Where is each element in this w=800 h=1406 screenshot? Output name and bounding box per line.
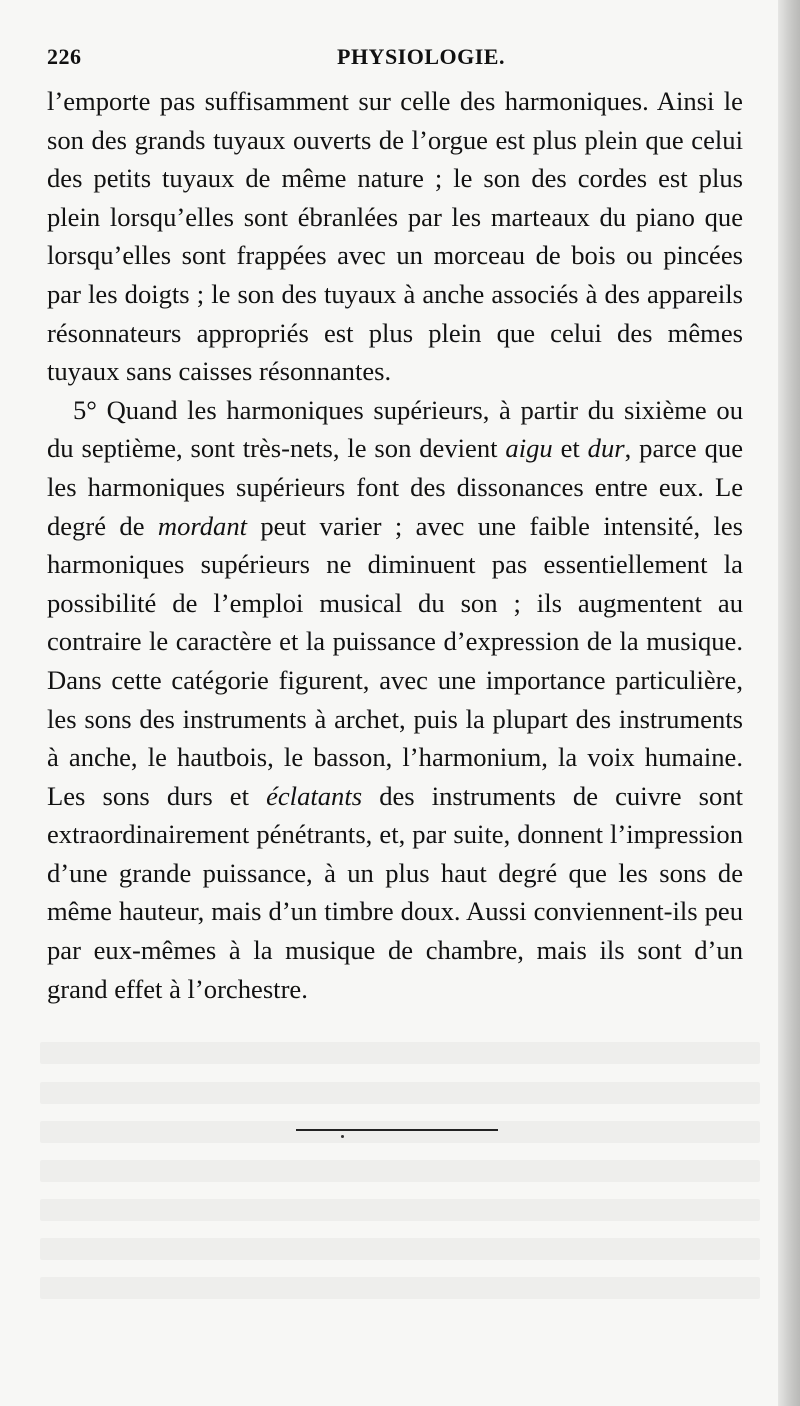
section-end-rule — [296, 1129, 498, 1131]
paragraph-1: l’emporte pas suffisamment sur celle des harmoniques. Ainsi le son des grands tuyaux ouverts de l’orgue est plus plein que celui des petits tuyaux de même nature ; le son des cordes est plus plein lorsqu’elles sont ébranlées par les marteaux du piano que lorsqu’elles sont frappées avec un morceau de bois ou pincées par les doigts ; le son des tuyaux à anche associés à des appareils résonnateurs appropriés est plus plein que celui des mêmes tuyaux sans caisses résonnantes. — [47, 86, 743, 387]
body-text — [47, 82, 743, 1008]
paragraph-2 — [47, 391, 743, 1009]
paragraph-2-text-2: et — [552, 433, 588, 464]
paragraph-2-text-1: 5° Quand les harmoniques supérieurs, à partir du sixième ou du septième, sont très-nets, le son devient — [47, 394, 743, 464]
page-number: 226 — [47, 44, 82, 69]
italic-term-eclatants: éclatants — [266, 780, 363, 811]
italic-term-mordant: mordant — [157, 510, 248, 541]
page-edge-shadow — [778, 0, 800, 1406]
italic-term-dur: dur — [587, 433, 625, 464]
italic-term-aigu: aigu — [505, 433, 553, 464]
running-head: PHYSIOLOGIE. — [337, 44, 505, 69]
paragraph-2-text-5: des instruments de cuivre sont extraordinairement pénétrants, et, par suite, donnent l’impression d’une grande puissance, à un plus haut degré que les sons de même hauteur, mais d’un timbre doux. Aussi conviennent-ils peu par eux-mêmes à la musique de chambre, mais ils sont d’un grand effet à l’orchestre. — [47, 780, 744, 1004]
rule-dot — [341, 1135, 344, 1138]
page-header — [47, 44, 747, 76]
paragraph-2-text-4: peut varier ; avec une faible intensité, les harmoniques supérieurs ne diminuent pas essentiellement la possibilité de l’emploi musical du son ; ils augmentent au contraire le caractère et la puissance d’expression de la musique. Dans cette catégorie figurent, avec une importance particulière, les sons des instruments à archet, puis la plupart des instruments à anche, le hautbois, le basson, l’harmonium, la voix humaine. Les sons durs et — [47, 510, 743, 811]
paragraph-2-text-3: , parce que les harmoniques supérieurs font des dissonances entre eux. Le degré de — [47, 433, 743, 541]
